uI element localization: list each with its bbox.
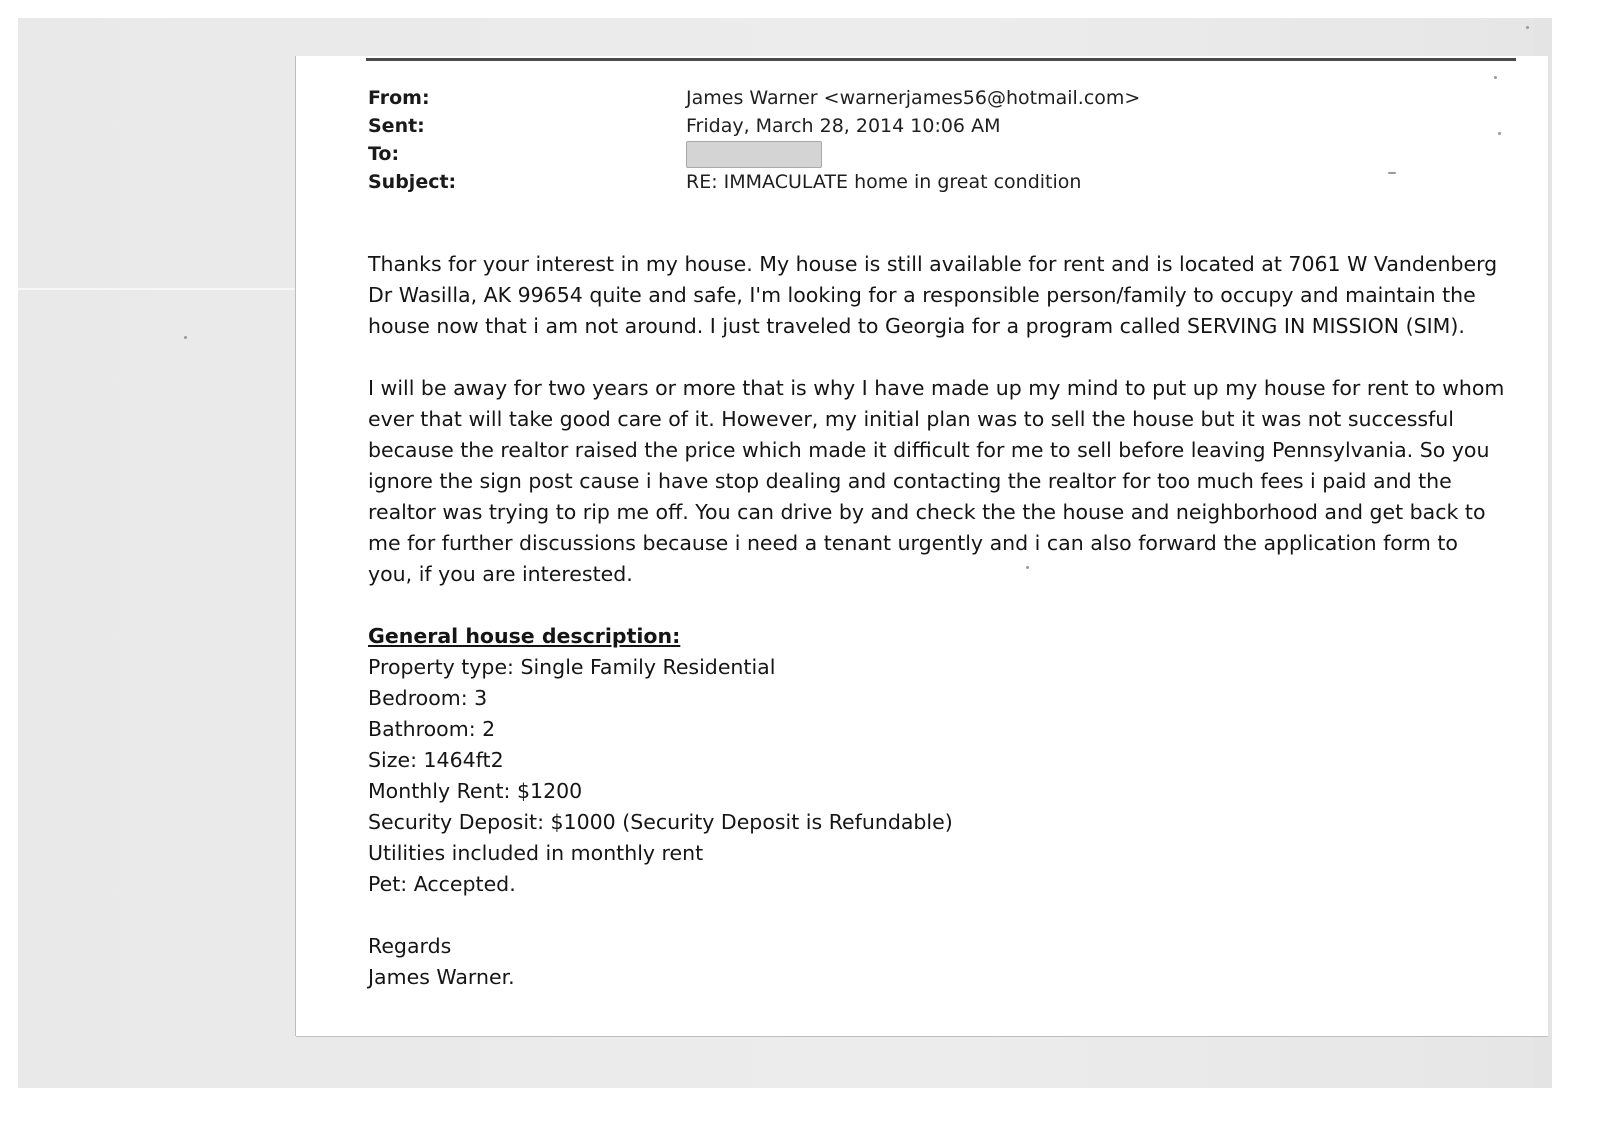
body-paragraph: Thanks for your interest in my house. My house is still available for rent and is located at 7061 W Vandenberg Dr Wasilla, AK 99654 quite and safe, I'm looking for a responsible person/family to occupy and maintain the house now that i am not around. I just traveled to Georgia for a program called SERVING IN MISSION (SIM). bbox=[368, 252, 1498, 338]
description-line: Property type: Single Family Residential bbox=[368, 655, 776, 679]
email-header bbox=[368, 84, 1140, 196]
subject-row bbox=[368, 168, 1140, 196]
from-value: James Warner <warnerjames56@hotmail.com> bbox=[686, 87, 1141, 109]
signature: James Warner. bbox=[368, 965, 515, 989]
description-line: Utilities included in monthly rent bbox=[368, 841, 704, 865]
subject-value: RE: IMMACULATE home in great condition bbox=[686, 171, 1082, 193]
description-line: Security Deposit: $1000 (Security Deposit is Refundable) bbox=[368, 810, 953, 834]
scan-speck bbox=[184, 336, 187, 339]
printed-email-page bbox=[296, 56, 1548, 1036]
sent-label: Sent: bbox=[368, 115, 425, 137]
description-line: Size: 1464ft2 bbox=[368, 748, 504, 772]
description-title: General house description: bbox=[368, 624, 681, 648]
scan-speck bbox=[1526, 26, 1529, 29]
sent-value: Friday, March 28, 2014 10:06 AM bbox=[686, 115, 1001, 137]
scan-speck bbox=[1388, 172, 1396, 174]
body-paragraph: I will be away for two years or more that is why I have made up my mind to put up my house for rent to whom ever that will take good care of it. However, my initial plan was to sell the house but it was not successful because the realtor raised the price which made it difficult for me to sell before leaving Pennsylvania. So you ignore the sign post cause i have stop dealing and contacting the realtor for too much fees i paid and the realtor was trying to rip me off. You can drive by and check the the house and neighborhood and get back to me for further discussions because i need a tenant urgently and i can also forward the application form to you, if you are interested. bbox=[368, 376, 1505, 586]
scan-speck bbox=[1498, 132, 1501, 135]
from-label: From: bbox=[368, 87, 430, 109]
description-line: Bathroom: 2 bbox=[368, 717, 496, 741]
scan-speck bbox=[1494, 76, 1497, 79]
description-line: Monthly Rent: $1200 bbox=[368, 779, 583, 803]
scan-speck bbox=[1026, 566, 1029, 569]
scan-edge-line bbox=[18, 288, 296, 290]
sent-row bbox=[368, 112, 1140, 140]
page-top-rule bbox=[366, 58, 1516, 61]
closing-text: Regards bbox=[368, 934, 452, 958]
spacer bbox=[368, 900, 1508, 931]
from-row bbox=[368, 84, 1140, 112]
subject-label: Subject: bbox=[368, 171, 457, 193]
to-label: To: bbox=[368, 143, 400, 165]
description-line: Pet: Accepted. bbox=[368, 872, 516, 896]
description-line: Bedroom: 3 bbox=[368, 686, 488, 710]
email-body bbox=[368, 249, 1508, 993]
redacted-recipient bbox=[686, 141, 822, 168]
to-row bbox=[368, 140, 1140, 168]
